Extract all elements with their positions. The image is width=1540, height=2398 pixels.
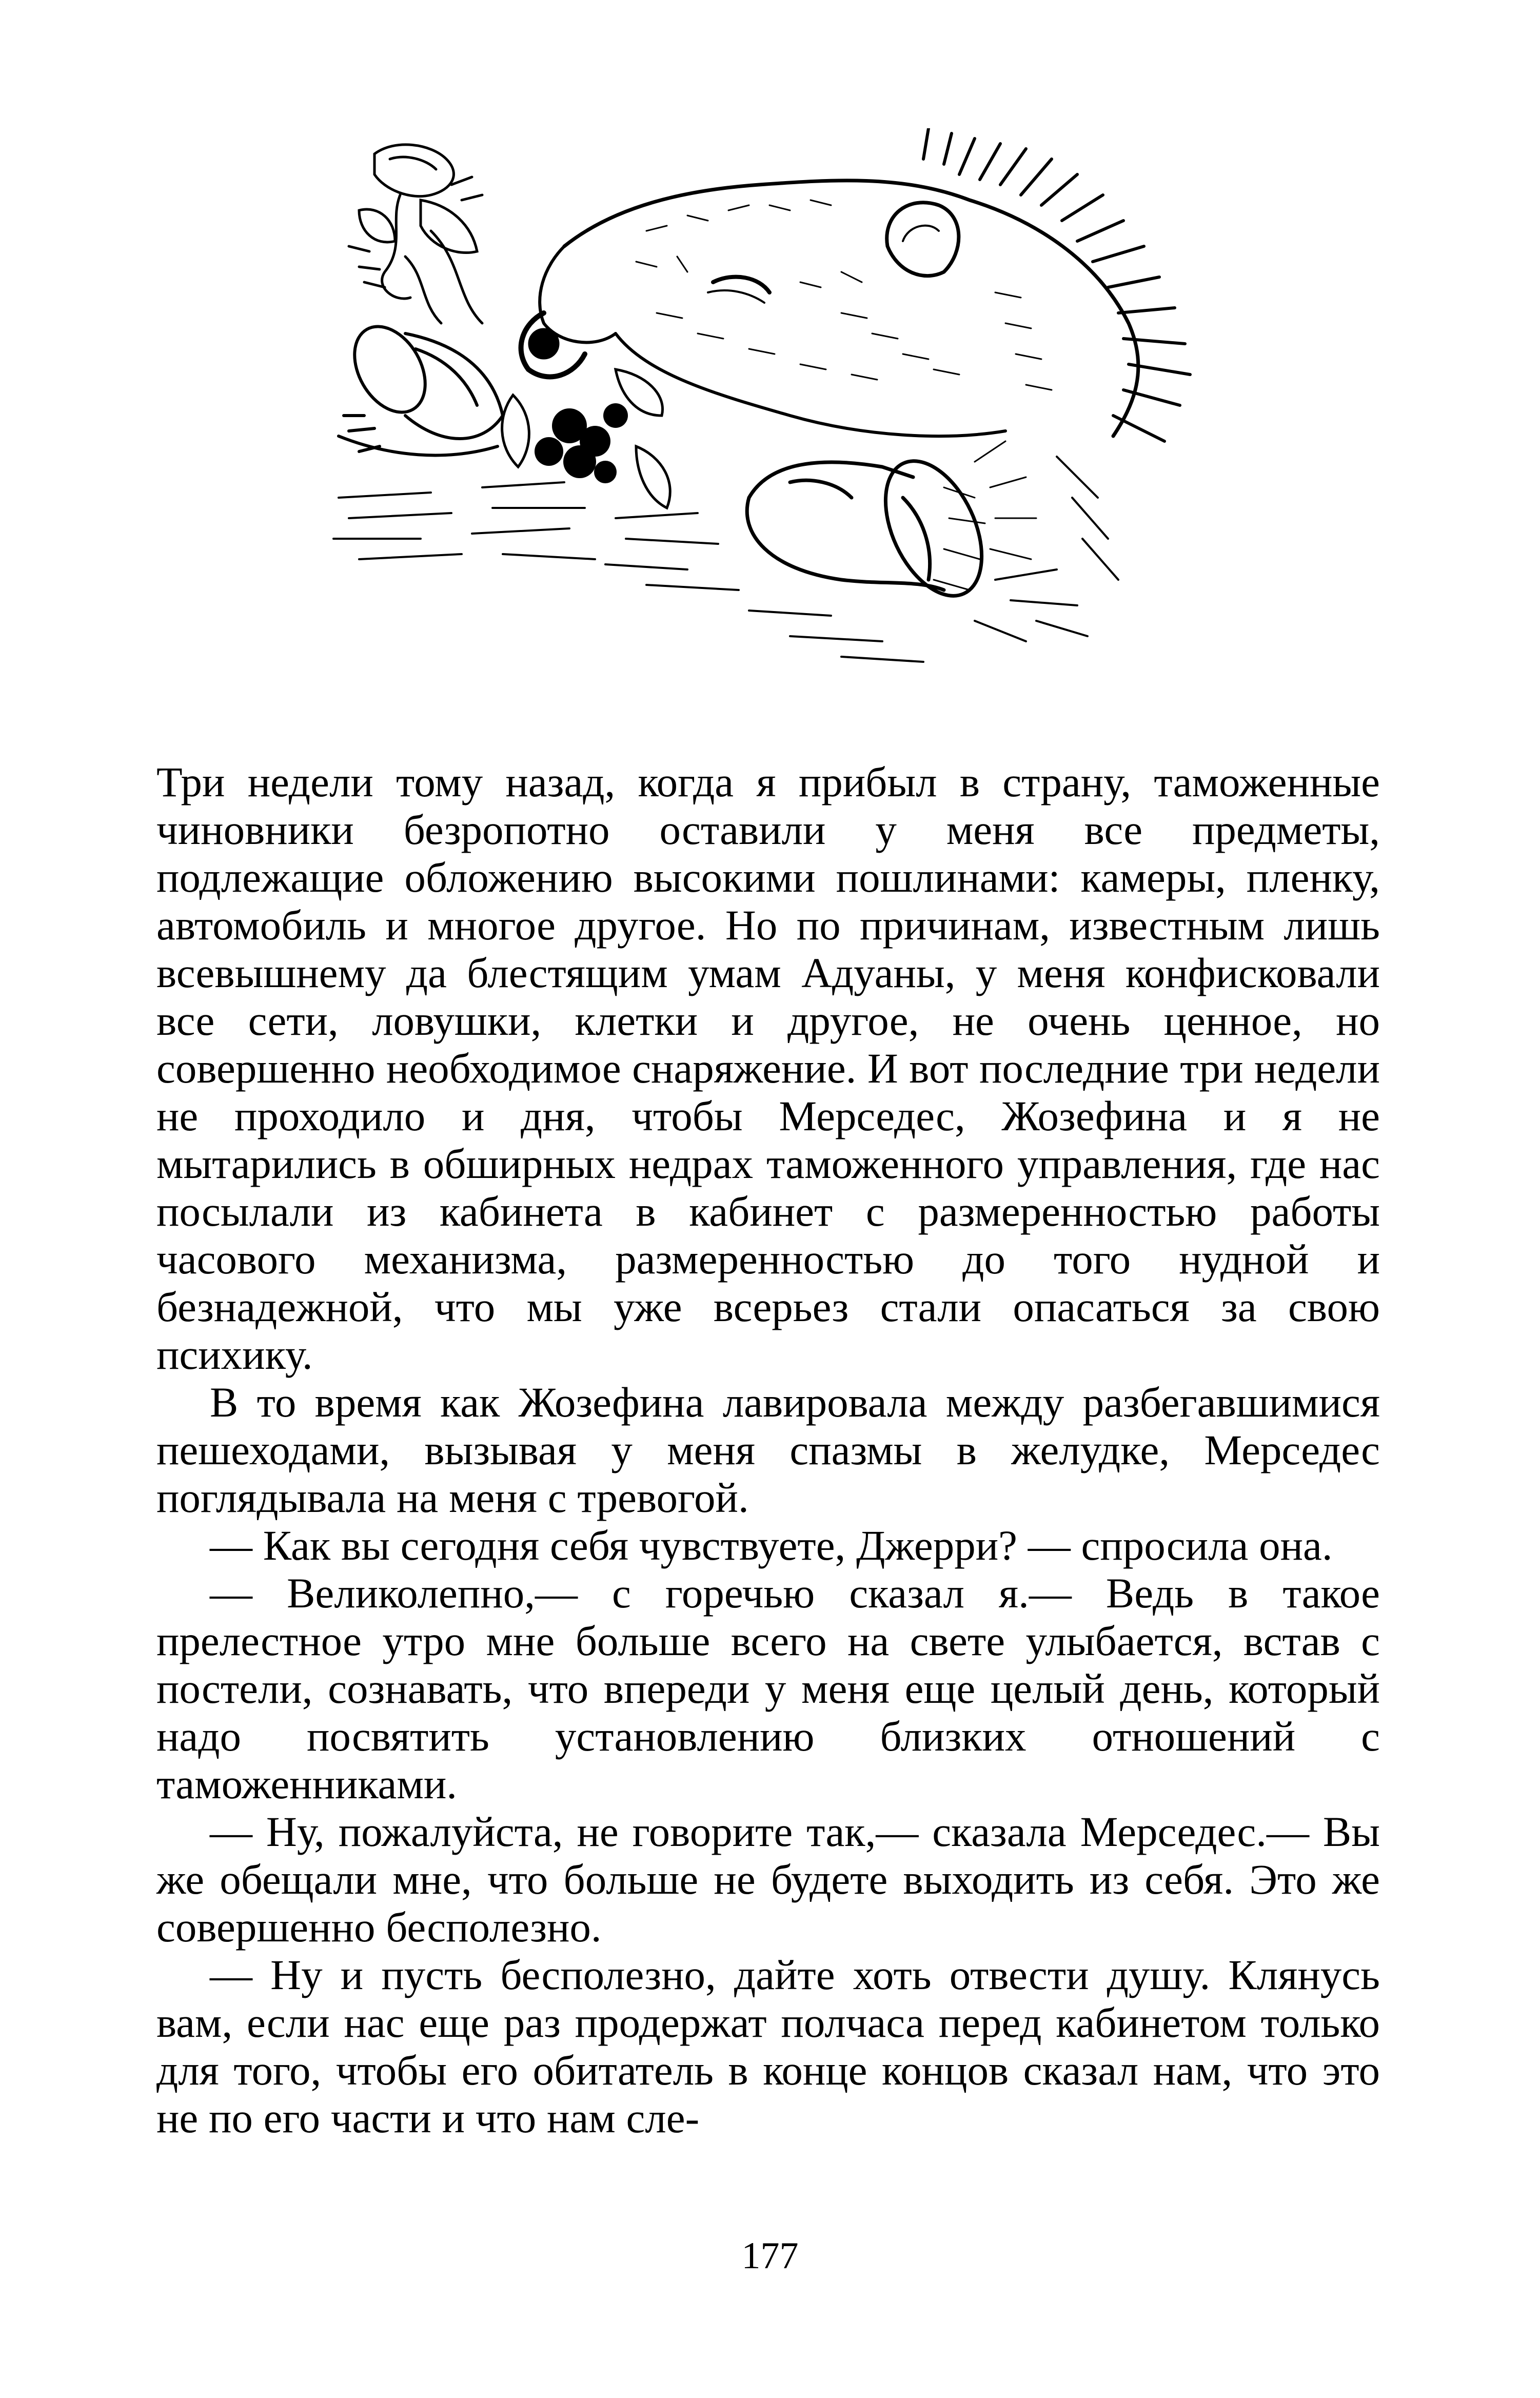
body-text <box>156 758 1380 2142</box>
hedgehog-drawing <box>521 128 1190 441</box>
paragraph-4: — Великолепно,— с горечью сказал я.— Ведь в такое прелестное утро мне больше всего на свете улыбается, встав с постели, сознавать, что впереди у меня еще целый день, который надо посвятить установлению близких отношений с таможенниками. <box>156 1569 1380 1807</box>
paragraph-2: В то время как Жозефина лавировала между разбегавшимися пешеходами, вызывая у меня спазмы в желудке, Мерседес поглядывала на меня с тревогой. <box>156 1379 1380 1521</box>
paragraph-5: — Ну, пожалуйста, не говорите так,— сказала Мерседес.— Вы же обещали мне, что больше не будете выходить из себя. Это же совершенно бесполезно. <box>156 1808 1380 1951</box>
ground-drawing <box>333 457 1118 662</box>
paragraph-3: — Как вы сегодня себя чувствуете, Джерри? — спросила она. <box>210 1522 1333 1569</box>
page-number: 177 <box>741 2235 799 2277</box>
pot-right-drawing <box>747 441 1036 611</box>
paragraph-6: — Ну и пусть бесполезно, дайте хоть отвести душу. Клянусь вам, если нас еще раз продержат полчаса перед кабинетом только для того, чтобы его обитатель в конце концов сказал нам, что это не по его части и что нам сле- <box>156 1951 1380 2141</box>
pot-left-drawing <box>339 314 503 455</box>
berries-drawing <box>535 403 628 483</box>
plant-drawing <box>349 145 482 323</box>
hedgehog-illustration <box>328 128 1231 744</box>
paragraph-1: Три недели тому назад, когда я прибыл в страну, таможенные чиновники безропотно оставили у меня все предметы, подлежащие обложению высокими пошлинами: камеры, пленку, автомобиль и многое другое. Но по причинам, известным лишь всевышнему да блестящим умам Адуаны, у меня конфисковали все сети, ловушки, клетки и другое, не очень ценное, но совершенно необходимое снаряжение. И вот последние три недели не проходило и дня, чтобы Мерседес, Жозефина и я не мытарились в обширных недрах таможенного управления, где нас посылали из кабинета в кабинет с размеренностью работы часового механизма, размеренностью до того нудной и безнадежной, что мы уже всерьез стали опасаться за свою психику. <box>156 758 1380 1378</box>
